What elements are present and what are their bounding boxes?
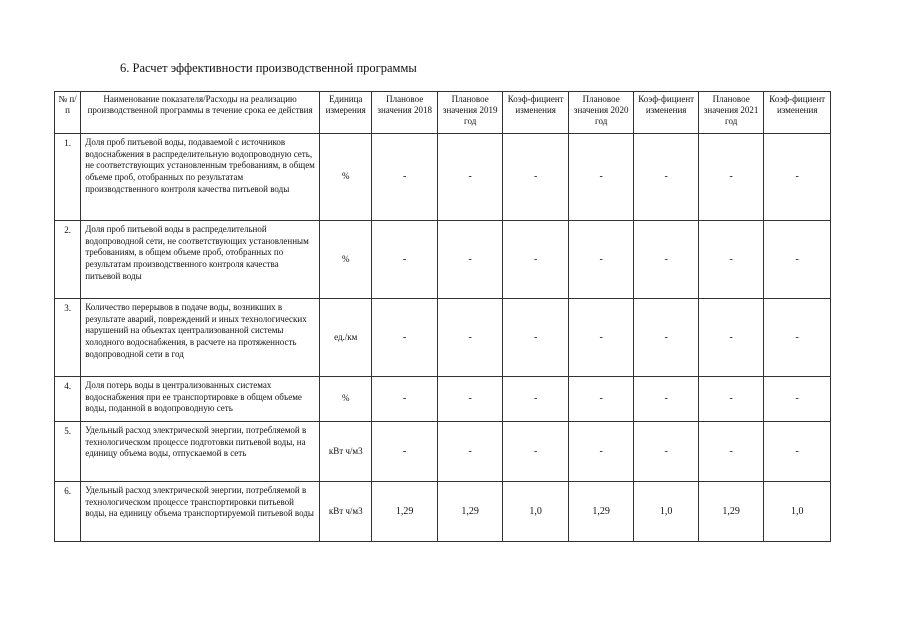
row-unit: ед./км: [320, 299, 372, 377]
value-plan-2019: -: [437, 221, 503, 299]
row-number: 3.: [55, 299, 81, 377]
row-indicator-name: Удельный расход электрической энергии, потребляемой в технологическом процессе транспортировки питьевой воды, на единицу объема транспортируемой питьевой воды: [81, 482, 320, 542]
row-unit: %: [320, 134, 372, 221]
header-plan-2019: Плановое значения 2019 год: [437, 92, 503, 134]
value-plan-2018: 1,29: [372, 482, 438, 542]
value-coefficient-2019: 1,0: [503, 482, 569, 542]
header-unit: Единица измерения: [320, 92, 372, 134]
row-indicator-name: Доля проб питьевой воды, подаваемой с источников водоснабжения в распределительную водопроводную сеть, не соответствующих установленным требованиям, в общем объеме проб, отобранных по результатам производственного контроля качества питьевой воды: [81, 134, 320, 221]
value-coefficient-2020: 1,0: [634, 482, 698, 542]
row-unit: кВт ч/м3: [320, 422, 372, 482]
value-coefficient-2019: -: [503, 221, 569, 299]
value-coefficient-2020: -: [634, 134, 698, 221]
value-coefficient-2019: -: [503, 377, 569, 422]
value-coefficient-2021: -: [764, 377, 831, 422]
value-coefficient-2021: -: [764, 221, 831, 299]
value-coefficient-2021: -: [764, 134, 831, 221]
section-title: 6. Расчет эффективности производственной программы: [120, 61, 417, 75]
table-row: [55, 422, 831, 482]
value-coefficient-2021: -: [764, 299, 831, 377]
table-header-row: [55, 92, 831, 134]
value-plan-2020: -: [568, 377, 634, 422]
value-coefficient-2019: -: [503, 134, 569, 221]
row-indicator-name: Доля потерь воды в централизованных системах водоснабжения при ее транспортировке в общем объеме воды, поданной в водопроводную сеть: [81, 377, 320, 422]
value-plan-2021: -: [698, 299, 764, 377]
value-coefficient-2019: -: [503, 299, 569, 377]
value-coefficient-2020: -: [634, 422, 698, 482]
table-row: [55, 299, 831, 377]
value-plan-2021: 1,29: [698, 482, 764, 542]
value-coefficient-2020: -: [634, 377, 698, 422]
header-plan-2020: Плановое значения 2020 год: [568, 92, 634, 134]
value-coefficient-2021: 1,0: [764, 482, 831, 542]
row-number: 2.: [55, 221, 81, 299]
value-plan-2020: -: [568, 422, 634, 482]
value-plan-2018: -: [372, 221, 438, 299]
efficiency-table: [54, 91, 831, 542]
row-number: 6.: [55, 482, 81, 542]
table-row: [55, 482, 831, 542]
row-number: 4.: [55, 377, 81, 422]
row-number: 1.: [55, 134, 81, 221]
value-coefficient-2020: -: [634, 299, 698, 377]
value-plan-2021: -: [698, 221, 764, 299]
value-plan-2019: -: [437, 299, 503, 377]
table-row: [55, 221, 831, 299]
header-coefficient-2020: Коэф-фициент изменения: [634, 92, 698, 134]
value-plan-2019: -: [437, 377, 503, 422]
row-number: 5.: [55, 422, 81, 482]
value-plan-2021: -: [698, 422, 764, 482]
header-coefficient-2021: Коэф-фициент изменения: [764, 92, 831, 134]
value-plan-2019: -: [437, 422, 503, 482]
value-plan-2021: -: [698, 377, 764, 422]
header-coefficient-2019: Коэф-фициент изменения: [503, 92, 569, 134]
row-unit: кВт ч/м3: [320, 482, 372, 542]
value-plan-2021: -: [698, 134, 764, 221]
table-row: [55, 377, 831, 422]
value-plan-2020: -: [568, 299, 634, 377]
value-coefficient-2021: -: [764, 422, 831, 482]
value-plan-2018: -: [372, 377, 438, 422]
value-coefficient-2020: -: [634, 221, 698, 299]
row-unit: %: [320, 377, 372, 422]
row-indicator-name: Доля проб питьевой воды в распределительной водопроводной сети, не соответствующих установленным требованиям, в общем объеме проб, отобранных по результатам производственного контроля качества питьевой воды: [81, 221, 320, 299]
value-plan-2019: -: [437, 134, 503, 221]
value-plan-2018: -: [372, 422, 438, 482]
value-plan-2019: 1,29: [437, 482, 503, 542]
header-indicator-name: Наименование показателя/Расходы на реализацию производственной программы в течение срока ее действия: [81, 92, 320, 134]
row-unit: %: [320, 221, 372, 299]
value-plan-2018: -: [372, 299, 438, 377]
value-plan-2020: -: [568, 134, 634, 221]
header-plan-2021: Плановое значения 2021 год: [698, 92, 764, 134]
row-indicator-name: Удельный расход электрической энергии, потребляемой в технологическом процессе подготовки питьевой воды, на единицу объема воды, отпускаемой в сеть: [81, 422, 320, 482]
header-plan-2018: Плановое значения 2018: [372, 92, 438, 134]
value-plan-2018: -: [372, 134, 438, 221]
value-plan-2020: -: [568, 221, 634, 299]
table-row: [55, 134, 831, 221]
value-coefficient-2019: -: [503, 422, 569, 482]
header-number: № п/п: [55, 92, 81, 134]
row-indicator-name: Количество перерывов в подаче воды, возникших в результате аварий, повреждений и иных технологических нарушений на объектах централизованной системы холодного водоснабжения, в расчете на протяженность водопроводной сети в год: [81, 299, 320, 377]
value-plan-2020: 1,29: [568, 482, 634, 542]
